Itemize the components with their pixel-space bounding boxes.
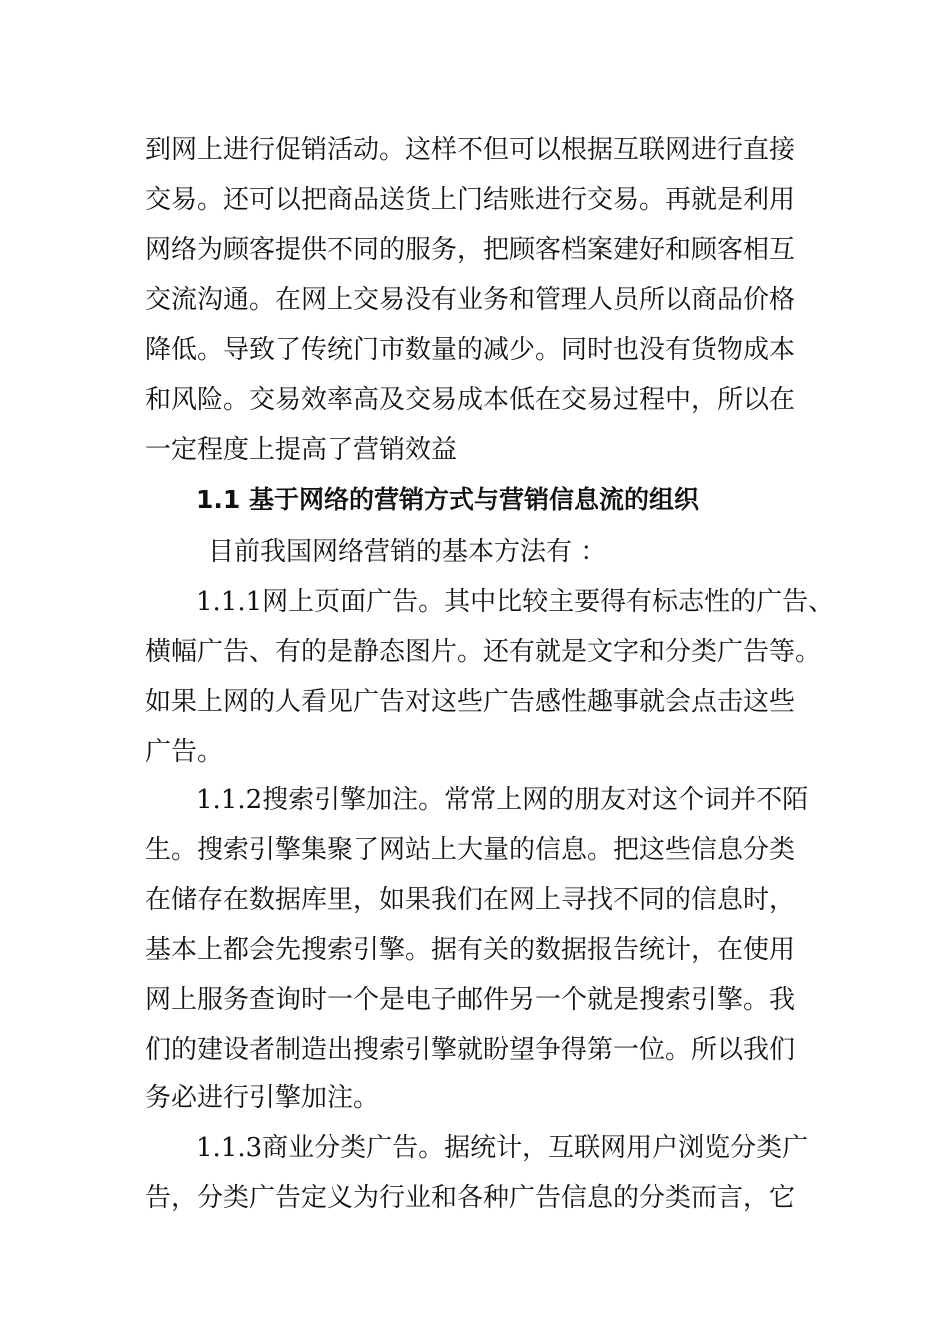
paragraph-line: 基本上都会先搜索引擎。据有关的数据报告统计，在使用 <box>145 935 796 965</box>
paragraph-line: 网络为顾客提供不同的服务，把顾客档案建好和顾客相互 <box>145 235 796 265</box>
paragraph-line: 如果上网的人看见广告对这些广告感性趣事就会点击这些 <box>145 687 796 717</box>
section-heading: 1.1 基于网络的营销方式与营销信息流的组织 <box>196 485 699 514</box>
paragraph-line: 广告。 <box>145 737 224 767</box>
paragraph-line: 1.1.1网上页面广告。其中比较主要得有标志性的广告、 <box>196 587 835 617</box>
paragraph-line: 在储存在数据库里，如果我们在网上寻找不同的信息时， <box>145 885 796 915</box>
paragraph-line: 一定程度上提高了营销效益 <box>145 435 458 465</box>
paragraph-line: 目前我国网络营销的基本方法有 ： <box>208 537 607 567</box>
paragraph-line: 和风险。交易效率高及交易成本低在交易过程中，所以在 <box>145 385 796 415</box>
paragraph-line: 告，分类广告定义为行业和各种广告信息的分类而言，它 <box>145 1183 796 1213</box>
paragraph-line: 务必进行引擎加注。 <box>145 1083 380 1113</box>
paragraph-line: 1.1.2搜索引擎加注。常常上网的朋友对这个词并不陌 <box>196 785 809 815</box>
paragraph-line: 横幅广告、有的是静态图片。还有就是文字和分类广告等。 <box>145 637 822 667</box>
paragraph-line: 生。搜索引擎集聚了网站上大量的信息。把这些信息分类 <box>145 835 796 865</box>
paragraph-line: 降低。导致了传统门市数量的减少。同时也没有货物成本 <box>145 335 796 365</box>
paragraph-line: 交易。还可以把商品送货上门结账进行交易。再就是利用 <box>145 185 796 215</box>
paragraph-line: 到网上进行促销活动。这样不但可以根据互联网进行直接 <box>145 135 796 165</box>
paragraph-line: 们的建设者制造出搜索引擎就盼望争得第一位。所以我们 <box>145 1035 796 1065</box>
paragraph-line: 网上服务查询时一个是电子邮件另一个就是搜索引擎。我 <box>145 985 796 1015</box>
paragraph-line: 交流沟通。在网上交易没有业务和管理人员所以商品价格 <box>145 285 796 315</box>
paragraph-line: 1.1.3商业分类广告。据统计，互联网用户浏览分类广 <box>196 1133 809 1163</box>
